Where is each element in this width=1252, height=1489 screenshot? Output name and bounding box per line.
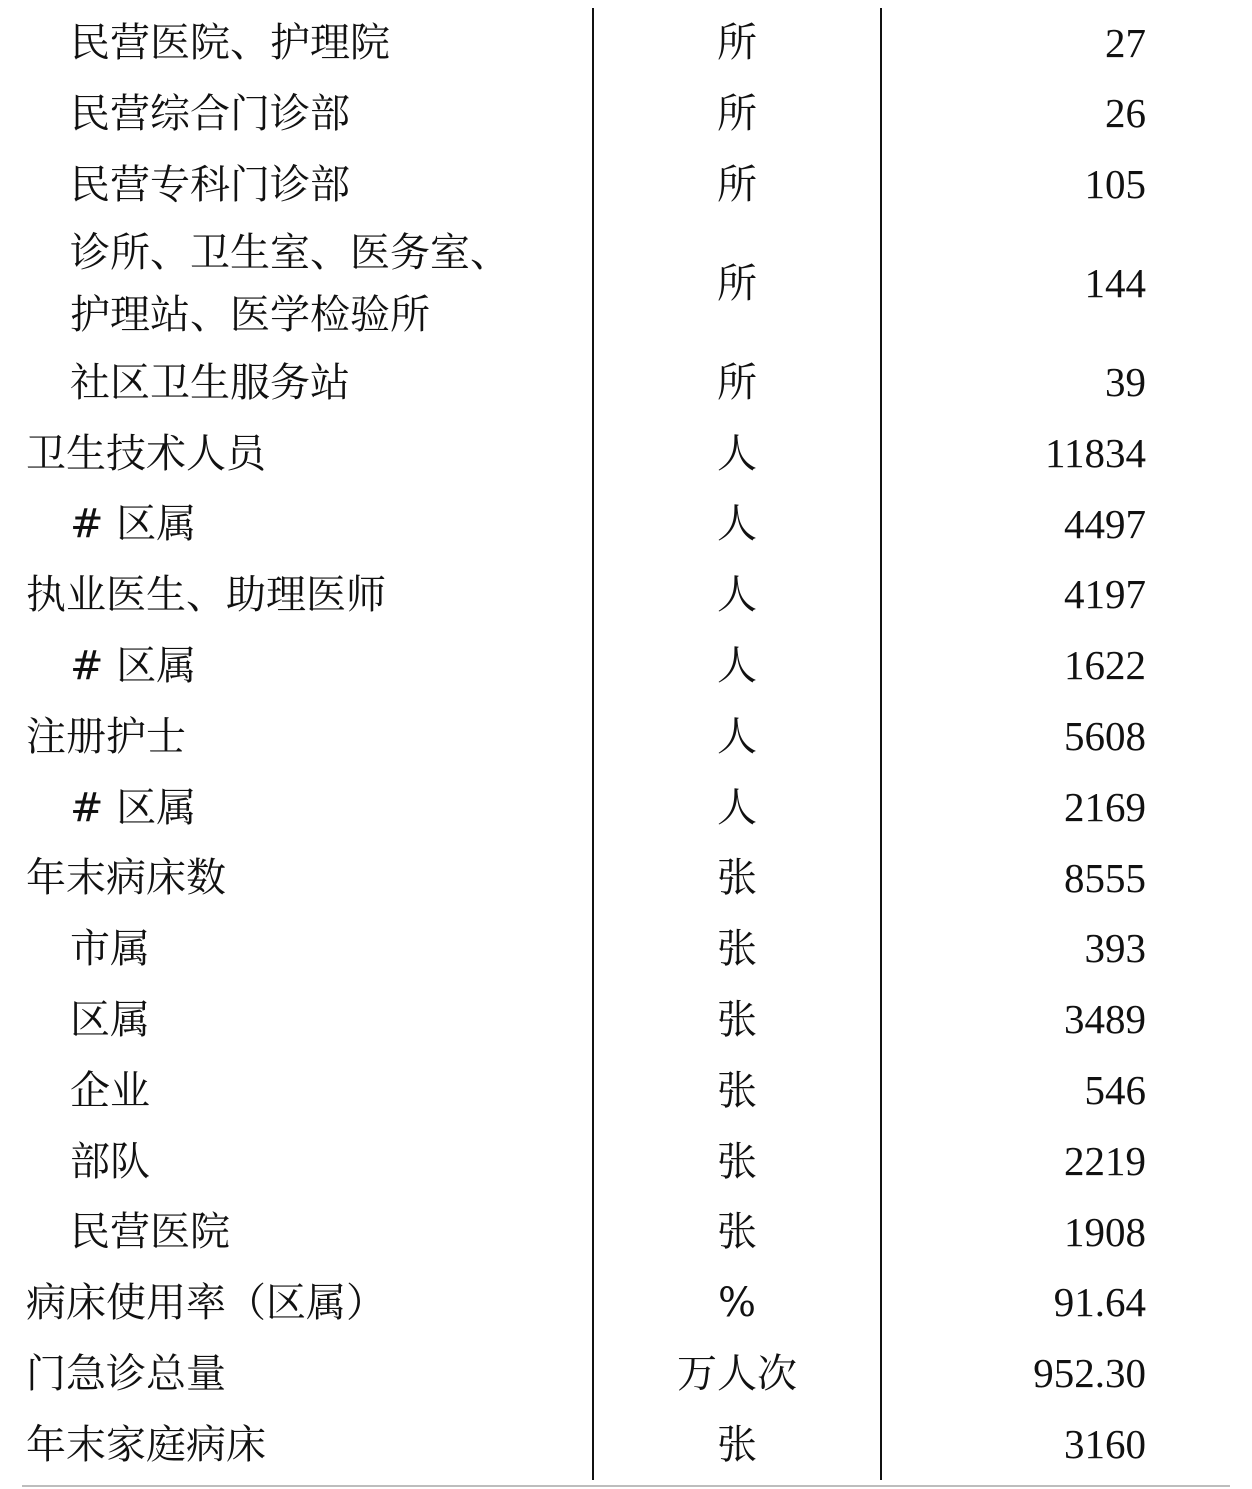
value-cell: 39 <box>1105 359 1146 406</box>
item-name-cell: 门急诊总量 <box>26 1350 226 1397</box>
value-cell: 105 <box>1084 161 1146 208</box>
item-name-cell: 民营医院、护理院 <box>70 20 390 67</box>
value-cell: 952.30 <box>1033 1350 1146 1397</box>
table-row <box>0 914 1252 985</box>
bottom-rule <box>22 1485 1230 1487</box>
table-row <box>0 220 1252 347</box>
value-cell: 546 <box>1084 1066 1146 1113</box>
item-name-cell: 卫生技术人员 <box>26 430 266 477</box>
unit-cell: 张 <box>592 1197 882 1268</box>
item-name-cell: 民营专科门诊部 <box>70 161 350 208</box>
unit-cell: 万人次 <box>592 1339 882 1410</box>
unit-cell: 所 <box>592 220 882 347</box>
table-row <box>0 489 1252 560</box>
value-cell: 1622 <box>1064 642 1146 689</box>
unit-cell: 人 <box>592 701 882 772</box>
value-cell: 144 <box>1084 260 1146 307</box>
unit-cell: 张 <box>592 1409 882 1480</box>
item-name-cell: # 区属 <box>70 784 197 831</box>
unit-cell: 张 <box>592 985 882 1056</box>
table-row <box>0 985 1252 1056</box>
unit-cell: 所 <box>592 8 882 79</box>
value-cell: 4197 <box>1064 571 1146 618</box>
item-name-cell: # 区属 <box>70 501 197 548</box>
unit-cell: 所 <box>592 79 882 150</box>
unit-cell: 人 <box>592 489 882 560</box>
item-name-cell: # 区属 <box>70 642 197 689</box>
table-body <box>0 8 1252 1480</box>
unit-cell: 张 <box>592 843 882 914</box>
value-cell: 8555 <box>1064 854 1146 901</box>
item-name-cell: 企业 <box>70 1067 150 1114</box>
unit-cell: 张 <box>592 914 882 985</box>
table-row <box>0 150 1252 221</box>
value-cell: 3160 <box>1064 1420 1146 1467</box>
value-cell: 27 <box>1105 19 1146 66</box>
table-row <box>0 1268 1252 1339</box>
unit-cell: 所 <box>592 347 882 418</box>
item-name-cell: 民营医院 <box>70 1209 230 1256</box>
unit-cell: 所 <box>592 150 882 221</box>
table-row <box>0 1126 1252 1197</box>
statistics-table <box>0 8 1252 1480</box>
table-row <box>0 560 1252 631</box>
item-name-cell: 市属 <box>70 926 150 973</box>
item-name-cell: 病床使用率（区属） <box>26 1280 386 1327</box>
value-cell: 1908 <box>1064 1208 1146 1255</box>
item-name-cell: 年末病床数 <box>26 855 226 902</box>
value-cell: 91.64 <box>1053 1279 1146 1326</box>
item-name-cell: 注册护士 <box>26 713 186 760</box>
value-cell: 5608 <box>1064 713 1146 759</box>
value-cell: 2219 <box>1064 1137 1146 1184</box>
table-row <box>0 772 1252 843</box>
item-name-cell: 区属 <box>70 996 150 1043</box>
unit-cell: % <box>592 1268 882 1339</box>
table-row <box>0 843 1252 914</box>
table-row <box>0 631 1252 702</box>
unit-cell: 人 <box>592 772 882 843</box>
table-row <box>0 701 1252 772</box>
item-name-cell: 社区卫生服务站 <box>70 359 350 406</box>
table-row <box>0 418 1252 489</box>
unit-cell: 人 <box>592 418 882 489</box>
unit-cell: 人 <box>592 560 882 631</box>
table-row <box>0 79 1252 150</box>
item-name-cell: 诊所、卫生室、医务室、 护理站、医学检验所 <box>70 229 510 338</box>
value-cell: 4497 <box>1064 500 1146 547</box>
table-row <box>0 1055 1252 1126</box>
table-row <box>0 8 1252 79</box>
value-cell: 2169 <box>1064 783 1146 830</box>
unit-cell: 张 <box>592 1055 882 1126</box>
value-cell: 393 <box>1084 925 1146 972</box>
table-row <box>0 1197 1252 1268</box>
item-name-cell: 民营综合门诊部 <box>70 91 350 138</box>
value-cell: 26 <box>1105 90 1146 137</box>
value-cell: 11834 <box>1045 429 1146 476</box>
value-cell: 3489 <box>1064 996 1146 1043</box>
table-row <box>0 1409 1252 1480</box>
item-name-cell: 部队 <box>70 1138 150 1185</box>
unit-cell: 张 <box>592 1126 882 1197</box>
item-name-cell: 年末家庭病床 <box>26 1421 266 1468</box>
table-row <box>0 347 1252 418</box>
item-name-cell: 执业医生、助理医师 <box>26 572 386 619</box>
unit-cell: 人 <box>592 631 882 702</box>
table-row <box>0 1339 1252 1410</box>
